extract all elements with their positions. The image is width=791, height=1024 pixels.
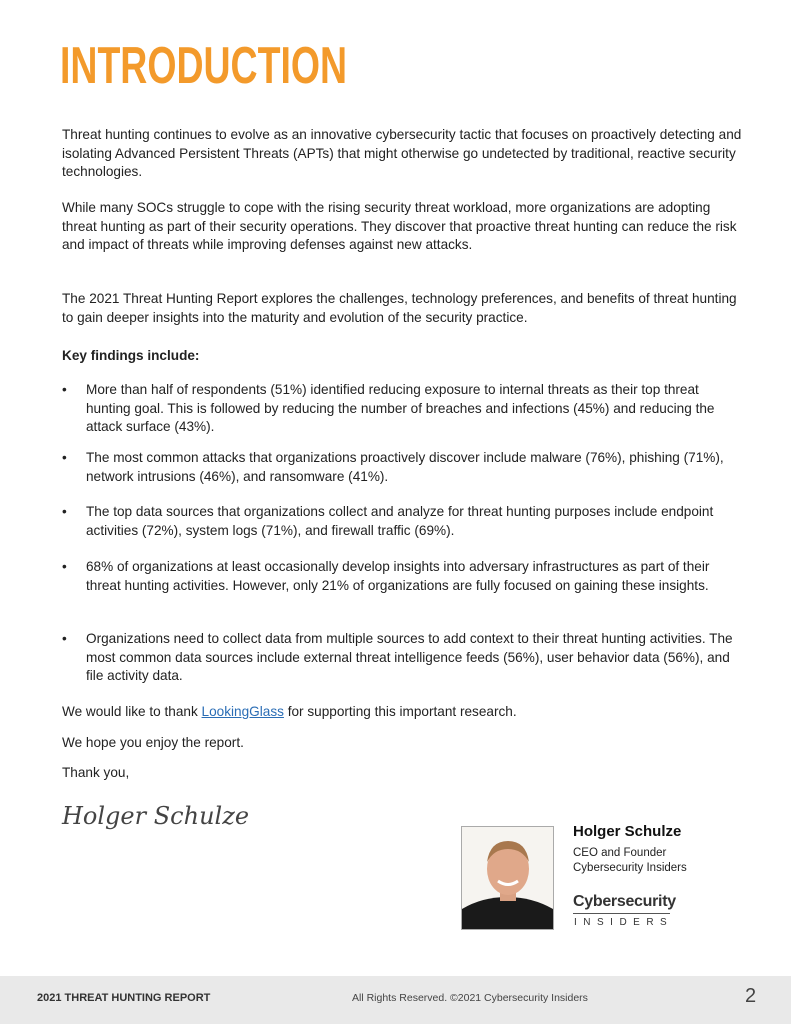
- finding-text: The most common attacks that organizations proactively discover include malware (76%), phishing (71%), network intrusions (46%), and ransomware (41%).: [86, 450, 724, 484]
- finding-bullet: [62, 503, 742, 540]
- finding-text: The top data sources that organizations collect and analyze for threat hunting purposes include endpoint activities (72%), system logs (71%), and firewall traffic (69%).: [86, 504, 714, 538]
- key-findings-heading: Key findings include:: [62, 348, 200, 363]
- finding-text: 68% of organizations at least occasionally develop insights into adversary infrastructures as part of their threat hunting activities. However, only 21% of organizations are fully focused on gaining these insights.: [86, 559, 710, 593]
- page-number: 2: [745, 985, 757, 1007]
- bullet-marker: •: [62, 382, 67, 397]
- finding-text: Organizations need to collect data from multiple sources to add context to their threat hunting activities. The most common data sources include external threat intelligence feeds (56%), user behavior data (56%), and file activity data.: [86, 631, 733, 683]
- company-logo-wordmark: Cybersecurity: [573, 893, 676, 910]
- lookingglass-link[interactable]: LookingGlass: [201, 704, 284, 719]
- signature: Holger Schulze: [62, 802, 250, 830]
- finding-text: More than half of respondents (51%) identified reducing exposure to internal threats as their top threat hunting goal. This is followed by reducing the number of breaches and infections (45%) and reducing the attack surface (43%).: [86, 382, 715, 434]
- finding-bullet: [62, 558, 742, 595]
- bullet-marker: •: [62, 504, 67, 519]
- footer-report-title: 2021 THREAT HUNTING REPORT: [37, 992, 211, 1004]
- author-role: [573, 846, 687, 876]
- bullet-marker: •: [62, 631, 67, 646]
- author-company: Cybersecurity Insiders: [573, 862, 687, 874]
- page-title: INTRODUCTION: [60, 37, 348, 95]
- bullet-marker: •: [62, 559, 67, 574]
- thanks-line: [62, 703, 742, 722]
- finding-bullet: [62, 381, 742, 437]
- footer-copyright: All Rights Reserved. ©2021 Cybersecurity Insiders: [352, 992, 588, 1004]
- company-logo-subtitle: INSIDERS: [574, 917, 674, 928]
- logo-divider: [573, 913, 670, 914]
- author-photo: [461, 826, 554, 930]
- finding-bullet: [62, 449, 742, 486]
- intro-paragraph-3: The 2021 Threat Hunting Report explores the challenges, technology preferences, and benefits of threat hunting to gain deeper insights into the maturity and evolution of the security practice.: [62, 291, 737, 325]
- intro-paragraph-1: Threat hunting continues to evolve as an innovative cybersecurity tactic that focuses on proactively detecting and isolating Advanced Persistent Threats (APTs) that might otherwise go undetected by traditional, reactive security technologies.: [62, 127, 742, 179]
- hope-line: We hope you enjoy the report.: [62, 735, 244, 750]
- thank-you-line: Thank you,: [62, 765, 130, 780]
- intro-paragraph-2: While many SOCs struggle to cope with the rising security threat workload, more organizations are adopting threat hunting as part of their security operations. They discover that proactive threat hunting can reduce the risk and impact of threats while improving defenses against new attacks.: [62, 200, 737, 252]
- page-footer: [0, 976, 791, 1024]
- finding-bullet: [62, 630, 742, 686]
- thanks-after: for supporting this important research.: [283, 704, 517, 719]
- thanks-before: We would like to thank: [62, 704, 202, 719]
- bullet-marker: •: [62, 450, 67, 465]
- author-name: Holger Schulze: [573, 823, 682, 840]
- author-title: CEO and Founder: [573, 847, 667, 859]
